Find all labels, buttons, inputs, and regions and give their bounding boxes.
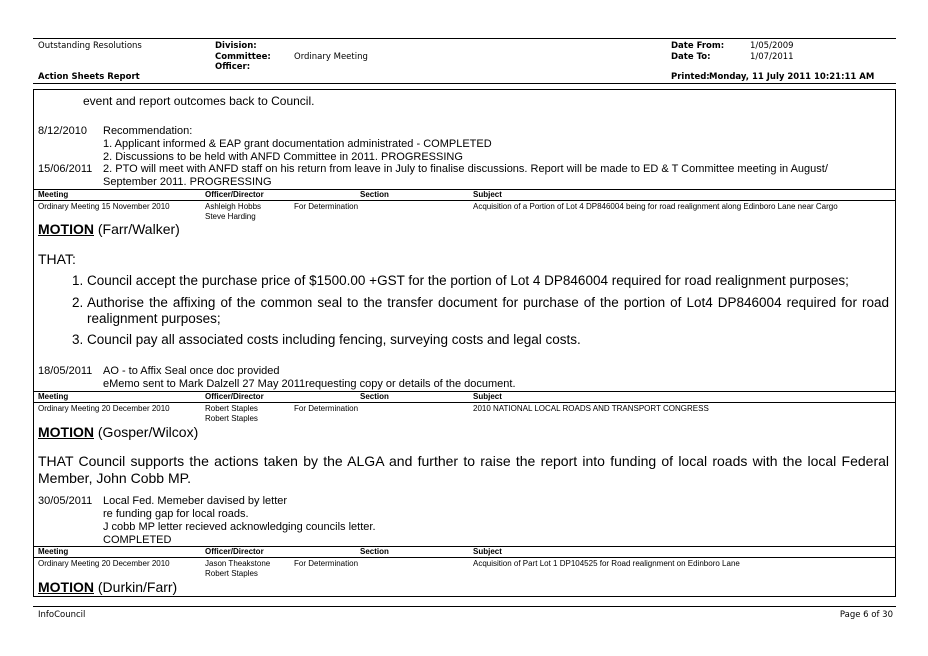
- motion-heading: MOTION (Gosper/Wilcox): [38, 424, 199, 440]
- action-line: Local Fed. Memeber davised by letter: [103, 495, 288, 507]
- printed-value: Monday, 11 July 2011 10:21:11 AM: [709, 72, 875, 82]
- action-line: 2. PTO will meet with ANFD staff on his return from leave in July to finalise discussions. Report will be made to ED & T Committee meeting in August/: [103, 163, 828, 175]
- action-line: eMemo sent to Mark Dalzell 27 May 2011requesting copy or details of the document.: [103, 378, 516, 390]
- action-date: 30/05/2011: [38, 495, 93, 507]
- column-header-rule: [33, 402, 896, 403]
- section-value: For Determination: [294, 404, 359, 413]
- col-meeting: Meeting: [38, 392, 69, 401]
- action-line: 2. Discussions to be held with ANFD Committee in 2011. PROGRESSING: [103, 151, 463, 163]
- col-officer: Officer/Director: [205, 392, 264, 401]
- motion-heading: MOTION (Durkin/Farr): [38, 579, 178, 595]
- col-meeting: Meeting: [38, 547, 69, 556]
- printed-label: Printed:: [671, 72, 710, 82]
- footer-rule: [33, 606, 896, 607]
- committee-label: Committee:: [215, 52, 271, 62]
- point-number: 1.: [72, 273, 84, 288]
- col-section: Section: [360, 190, 389, 199]
- frame-right-rule: [895, 89, 896, 597]
- col-subject: Subject: [473, 190, 502, 199]
- action-sheets-title: Action Sheets Report: [38, 72, 140, 82]
- frame-bottom-rule: [33, 596, 896, 597]
- date-to-value: 1/07/2011: [750, 52, 794, 62]
- officer-name: Ashleigh Hobbs: [205, 202, 262, 211]
- action-line: J cobb MP letter recieved acknowledging councils letter.: [103, 521, 376, 533]
- column-header-rule: [33, 189, 896, 190]
- officer-name: Steve Harding: [205, 212, 256, 221]
- action-date: 18/05/2011: [38, 365, 93, 377]
- col-officer: Officer/Director: [205, 190, 264, 199]
- header-top-rule: [33, 38, 896, 39]
- meeting-name: Ordinary Meeting 15 November 2010: [38, 202, 170, 211]
- committee-value: Ordinary Meeting: [294, 52, 368, 62]
- header-bottom-rule: [33, 83, 896, 84]
- officer-label: Officer:: [215, 62, 251, 72]
- subject-value: 2010 NATIONAL LOCAL ROADS AND TRANSPORT CONGRESS: [473, 404, 709, 413]
- action-date: 8/12/2010: [38, 125, 87, 137]
- that-heading: THAT:: [38, 251, 76, 267]
- col-meeting: Meeting: [38, 190, 69, 199]
- section-value: For Determination: [294, 202, 359, 211]
- action-date: 15/06/2011: [38, 163, 93, 175]
- column-header-rule: [33, 200, 896, 201]
- frame-top-rule: [33, 89, 896, 90]
- action-line: 1. Applicant informed & EAP grant documentation administrated - COMPLETED: [103, 138, 492, 150]
- col-section: Section: [360, 547, 389, 556]
- motion-heading: MOTION (Farr/Walker): [38, 221, 180, 237]
- officer-name: Robert Staples: [205, 404, 258, 413]
- resolution-text: THAT Council supports the actions taken by the ALGA and further to raise the report into funding of local roads with the local Federal Member, John Cobb MP.: [38, 453, 889, 486]
- footer-app-name: InfoCouncil: [38, 610, 86, 620]
- column-header-rule: [33, 391, 896, 392]
- col-subject: Subject: [473, 392, 502, 401]
- date-to-label: Date To:: [671, 52, 711, 62]
- meeting-name: Ordinary Meeting 20 December 2010: [38, 559, 170, 568]
- subject-value: Acquisition of Part Lot 1 DP104525 for Road realignment on Edinboro Lane: [473, 559, 740, 568]
- action-line: re funding gap for local roads.: [103, 508, 249, 520]
- officer-name: Jason Theakstone: [205, 559, 271, 568]
- subject-value: Acquisition of a Portion of Lot 4 DP846004 being for road realignment along Edinboro Lane near Cargo: [473, 202, 838, 211]
- meeting-name: Ordinary Meeting 20 December 2010: [38, 404, 170, 413]
- section-value: For Determination: [294, 559, 359, 568]
- division-label: Division:: [215, 41, 257, 51]
- page-number: Page 6 of 30: [839, 610, 893, 620]
- action-line: Recommendation:: [103, 125, 193, 137]
- col-section: Section: [360, 392, 389, 401]
- col-subject: Subject: [473, 547, 502, 556]
- point-number: 3.: [72, 332, 84, 347]
- date-from-label: Date From:: [671, 41, 725, 51]
- resolution-point: Council accept the purchase price of $1500.00 +GST for the portion of Lot 4 DP846004 required for road realignment purposes;: [87, 273, 849, 288]
- column-header-rule: [33, 557, 896, 558]
- officer-name: Robert Staples: [205, 569, 258, 578]
- continued-text: event and report outcomes back to Council.: [83, 94, 315, 108]
- column-header-rule: [33, 546, 896, 547]
- point-number: 2.: [72, 295, 84, 310]
- frame-left-rule: [33, 89, 34, 597]
- col-officer: Officer/Director: [205, 547, 264, 556]
- officer-name: Robert Staples: [205, 414, 258, 423]
- resolution-point: Authorise the affixing of the common seal to the transfer document for purchase of the portion of Lot4 DP846004 required for road realignment purposes;: [87, 295, 889, 326]
- resolution-point: Council pay all associated costs including fencing, surveying costs and legal costs.: [87, 332, 581, 347]
- action-line: AO - to Affix Seal once doc provided: [103, 365, 280, 377]
- action-line: September 2011. PROGRESSING: [103, 176, 272, 188]
- report-name: Outstanding Resolutions: [38, 41, 142, 51]
- action-line: COMPLETED: [103, 534, 172, 546]
- date-from-value: 1/05/2009: [750, 41, 794, 51]
